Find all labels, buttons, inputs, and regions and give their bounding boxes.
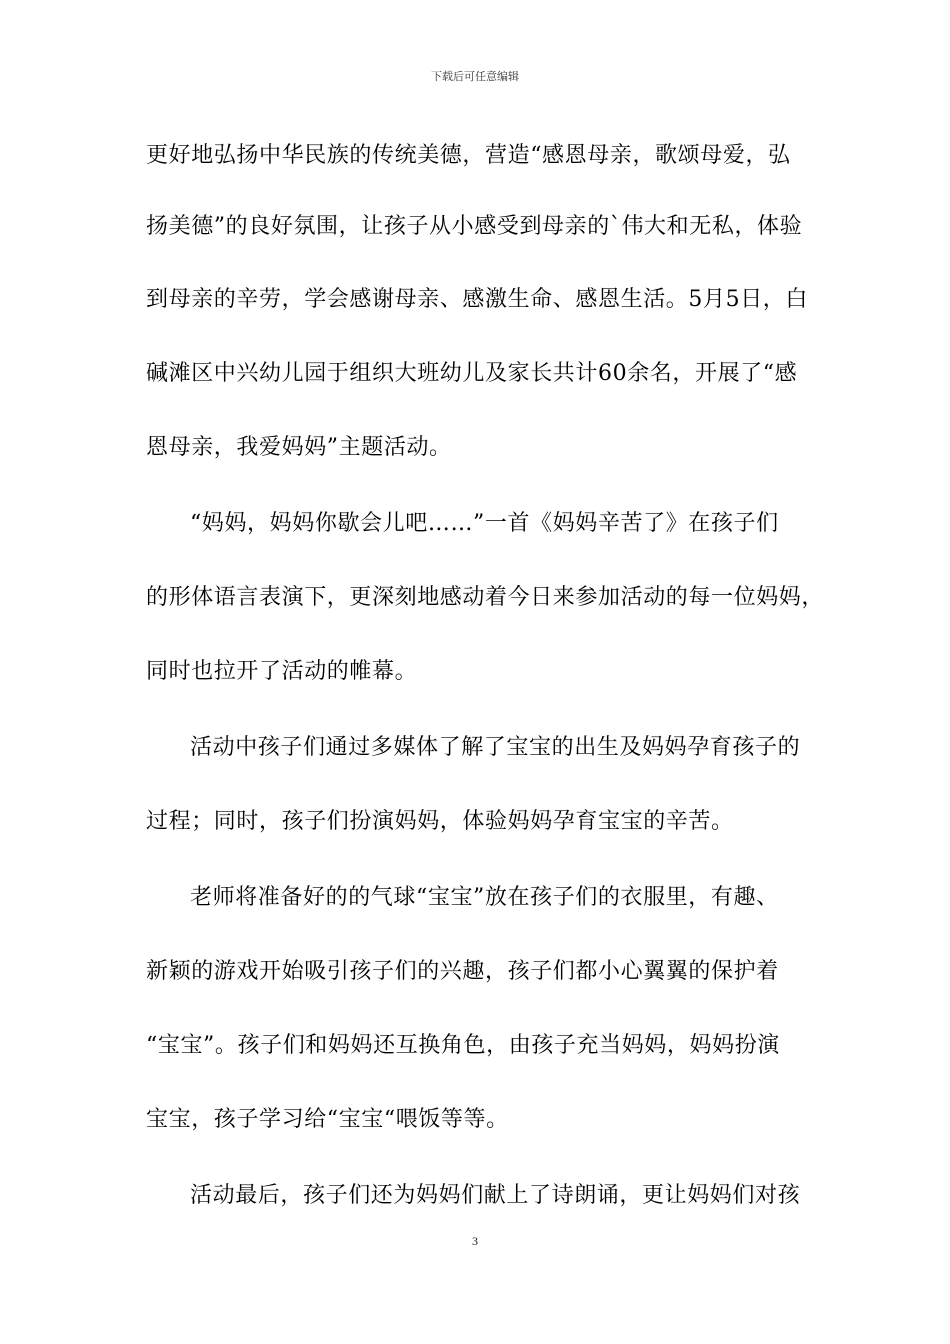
- page-number: 3: [472, 1234, 478, 1248]
- body-line: 新颖的游戏开始吸引孩子们的兴趣，孩子们都小心翼翼的保护着: [146, 959, 779, 984]
- paragraph-first-line: 活动中孩子们通过多媒体了解了宝宝的出生及妈妈孕育孩子的: [190, 735, 801, 760]
- body-line: 扬美德”的良好氛围，让孩子从小感受到母亲的`伟大和无私，体验: [146, 214, 803, 239]
- body-line: 的形体语言表演下，更深刻地感动着今日来参加活动的每一位妈妈，: [146, 585, 825, 610]
- body-line: 更好地弘扬中华民族的传统美德，营造“感恩母亲，歌颂母爱，弘: [146, 143, 791, 168]
- page-header: 下载后可任意编辑: [431, 70, 519, 83]
- body-line: 同时也拉开了活动的帷幕。: [146, 659, 418, 684]
- body-line: 碱滩区中兴幼儿园于组织大班幼儿及家长共计60余名，开展了“感: [146, 361, 798, 386]
- body-line: 宝宝，孩子学习给“宝宝“喂饭等等。: [146, 1107, 509, 1132]
- body-line: 过程；同时，孩子们扮演妈妈，体验妈妈孕育宝宝的辛苦。: [146, 809, 734, 834]
- paragraph-first-line: 活动最后，孩子们还为妈妈们献上了诗朗诵，更让妈妈们对孩: [190, 1183, 801, 1208]
- body-line: 到母亲的辛劳，学会感谢母亲、感激生命、感恩生活。5月5日，白: [146, 287, 808, 312]
- paragraph-first-line: “妈妈，妈妈你歇会儿吧……”一首《妈妈辛苦了》在孩子们: [190, 511, 779, 536]
- paragraph-first-line: 老师将准备好的的气球“宝宝”放在孩子们的衣服里，有趣、: [190, 885, 779, 910]
- body-line: 恩母亲，我爱妈妈”主题活动。: [146, 435, 452, 460]
- body-line: “宝宝”。孩子们和妈妈还互换角色，由孩子充当妈妈，妈妈扮演: [146, 1033, 780, 1058]
